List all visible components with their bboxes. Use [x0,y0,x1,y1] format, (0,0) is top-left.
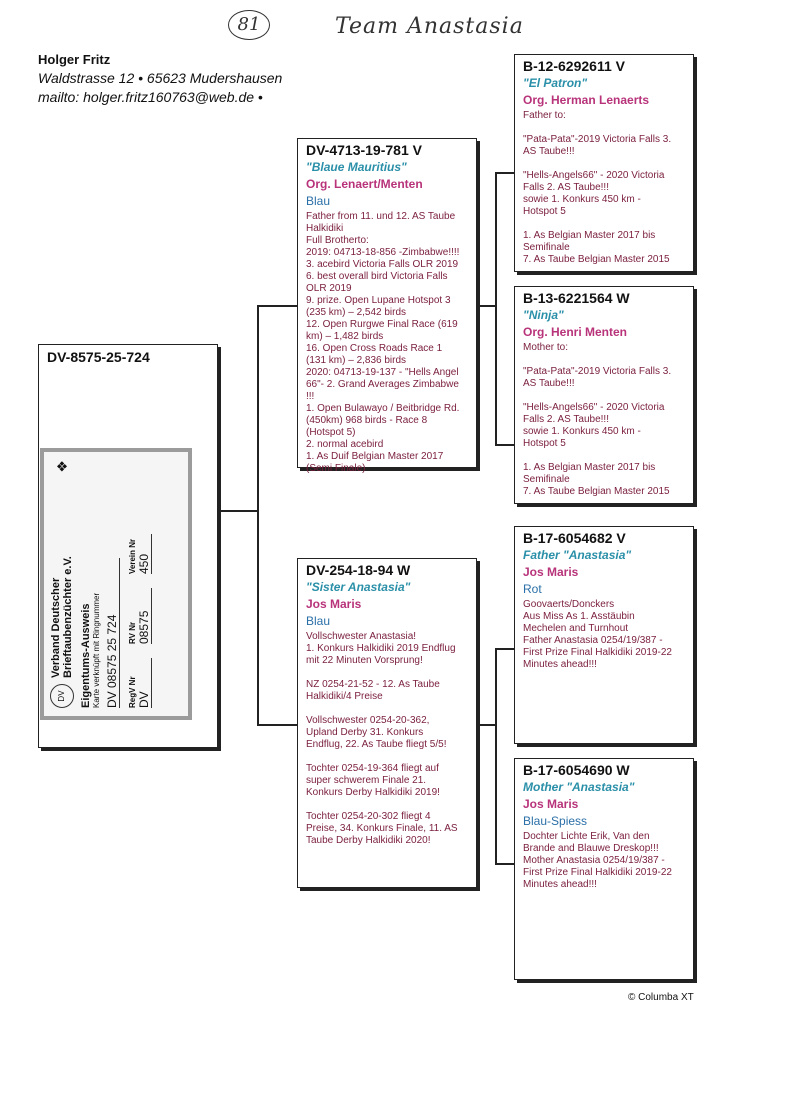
sire-color: Blau [306,194,331,208]
dam-dam-name: Mother "Anastasia" [523,780,635,794]
handwritten-number: 81 [228,10,270,40]
dam-dam-notes: Dochter Lichte Erik, Van den Brande and Blauwe Dreskop!!! Mother Anastasia 0254/19/387 - First Prize Final Halkidiki 2019-22 Minutes ahead!!! [523,831,672,890]
card-inner [44,452,188,716]
sire-dam-ring: B-13-6221564 W [523,290,630,306]
sire-dam-breeder: Org. Henri Menten [523,325,628,339]
owner-block [38,52,282,105]
sire-breeder: Org. Lenaert/Menten [306,177,423,191]
connector-dam-grand-v [495,648,497,864]
connector-ss-h [495,172,515,174]
association-logo-icon: DV [50,684,74,708]
connector-sire-out-h [476,305,496,307]
pedigree-box-sire-dam [514,286,694,504]
owner-name: Holger Fritz [38,52,111,67]
dam-breeder: Jos Maris [306,597,362,611]
footer-copyright: © Columba XT [628,992,694,1003]
connector-dam-out-h [476,724,496,726]
card-col1-value: DV [137,658,152,708]
dam-color: Blau [306,614,331,628]
pigeon-icon: ❖ [53,460,70,473]
card-col1-label: RegV Nr [128,676,137,708]
dam-sire-ring: B-17-6054682 V [523,530,626,546]
card-association: Verband Deutscher [50,577,62,678]
sire-ring: DV-4713-19-781 V [306,142,422,158]
connector-sire-grand-v [495,172,497,445]
dam-sire-notes: Goovaerts/Donckers Aus Miss As 1. Asstäubin Mechelen and Turnhout Father Anastasia 0254/19/387 - First Prize Final Halkidiki 2019-22 Minutes ahead!!! [523,599,672,670]
sire-notes: Father from 11. und 12. AS Taube Halkidiki Full Brotherto: 2019: 04713-18-856 -Zimbabwe!!!! 3. acebird Victoria Falls OLR 2019 6. best overall bird Victoria Falls OLR 2019 9. prize. Open Lupane Hotspot 3 (235 km) – 2,542 birds 12. Open Rurgwe Final Race (619 km) – 1,482 birds 16. Open Cross Roads Race 1 (131 km) – 2,836 birds 2020: 04713-19-137 - "Hells Angel 66"- 2. Grand Averages Zimbabwe !!! 1. Open Bulawayo / Beitbridge Rd. (450km) 968 birds - Race 8 (Hotspot 5) 2. normal acebird 1. As Duif Belgian Master 2017 (Semi Finale) [306,211,460,474]
card-col3-value: 450 [137,534,152,574]
connector-subject-h [218,510,258,512]
sire-dam-notes: Mother to: "Pata-Pata"-2019 Victoria Falls 3. AS Taube!!! "Hells-Angels66" - 2020 Victoria Falls 2. AS Taube!!! sowie 1. Konkurs 450 km - Hotspot 5 1. As Belgian Master 2017 bis Semifinale 7. As Taube Belgian Master 2015 [523,342,672,497]
sire-sire-name: "El Patron" [523,76,588,90]
sire-dam-name: "Ninja" [523,308,564,322]
dam-notes: Vollschwester Anastasia! 1. Konkurs Halkidiki 2019 Endflug mit 22 Minuten Vorsprung! NZ 0254-21-52 - 12. As Taube Halkidiki/4 Preise Vollschwester 0254-20-362, Upland Derby 31. Konkurs Endflug, 22. As Taube fliegt 5/5! Tochter 0254-19-364 fliegt auf super schwerem Finale 21. Konkurs Derby Halkidiki 2019! Tochter 0254-20-302 fliegt 4 Preise, 34. Konkurs Finale, 11. AS Taube Derby Halkidiki 2020! [306,631,458,846]
pedigree-box-sire [297,138,477,474]
sire-name: "Blaue Mauritius" [306,160,407,174]
card-rotated [44,452,188,716]
dam-dam-ring: B-17-6054690 W [523,762,630,778]
pedigree-box-dam-sire [514,526,694,744]
sire-sire-ring: B-12-6292611 V [523,58,625,74]
connector-dam-h [257,724,297,726]
pedigree-box-dam-dam [514,758,694,980]
card-col2-label: RV Nr [128,621,137,644]
card-col2-value: 08575 [137,588,152,644]
connector-parents-v [257,305,259,725]
dam-dam-breeder: Jos Maris [523,797,579,811]
pedigree-box-dam [297,558,477,888]
card-subtitle: Karte verknüpft mit Ringnummer [92,592,101,708]
dam-dam-color: Blau-Spiess [523,814,588,828]
pedigree-box-sire-sire [514,54,694,272]
ownership-card [40,448,192,720]
connector-sd-h [495,444,515,446]
sire-sire-notes: Father to: "Pata-Pata"-2019 Victoria Falls 3. AS Taube!!! "Hells-Angels66" - 2020 Victoria Falls 2. AS Taube!!! sowie 1. Konkurs 450 km - Hotspot 5 1. As Belgian Master 2017 bis Semifinale 7. As Taube Belgian Master 2015 [523,110,672,265]
connector-ds-h [495,648,515,650]
sire-sire-breeder: Org. Herman Lenaerts [523,93,650,107]
connector-dd-h [495,863,515,865]
subject-ring: DV-8575-25-724 [47,349,150,365]
dam-sire-name: Father "Anastasia" [523,548,632,562]
card-ring-number: DV 08575 25 724 [105,558,120,708]
card-association2: Brieftaubenzüchter e.V. [62,556,74,678]
handwritten-title: Team Anastasia [335,14,524,39]
dam-ring: DV-254-18-94 W [306,562,411,578]
card-title: Eigentums-Ausweis [80,603,92,708]
dam-name: "Sister Anastasia" [306,580,411,594]
owner-address: Waldstrasse 12 • 65623 Mudershausen [38,70,283,86]
dam-sire-breeder: Jos Maris [523,565,579,579]
connector-sire-h [257,305,297,307]
card-col3-label: Verein Nr [128,538,137,574]
owner-email: mailto: holger.fritz160763@web.de • [38,89,263,105]
dam-sire-color: Rot [523,582,542,596]
